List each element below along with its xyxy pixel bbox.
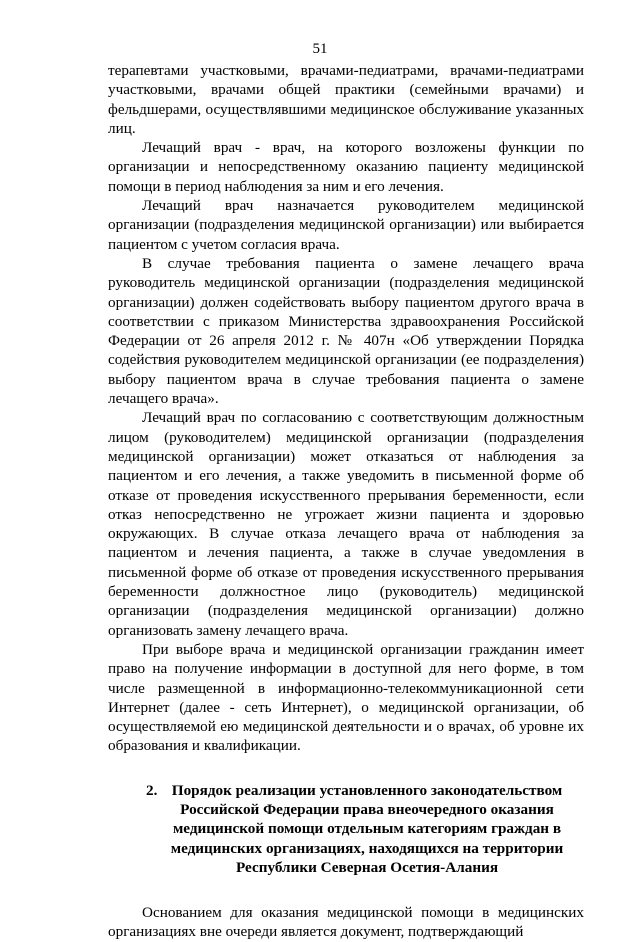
paragraph-physician-refusal: Лечащий врач по согласованию с соответствующим должностным лицом (руководителем) медицинской организации (подразделения медицинской организации) может отказаться от наблюдения за пациентом и его лечения, а также уведомить в письменной форме об отказе от проведения искусственного прерывания беременности, если отказ непосредственно не угрожает жизни пациента и здоровью окружающих. В случае отказа лечащего врача от наблюдения за пациентом и лечения пациента, а также в случае уведомления в письменной форме об отказе от проведения искусственного прерывания беременности должностное лицо (руководитель) медицинской организации (подразделения медицинской организации) должно организовать замену лечащего врача. [108,409,584,639]
paragraph-right-to-information: При выборе врача и медицинской организации гражданин имеет право на получение информации в доступной для него форме, в том числе размещенной в информационно-телекоммуникационной сети Интернет (далее - сеть Интернет), о медицинской организации, об осуществляемой ею медицинской деятельности и о врачах, об уровне их образования и квалификации. [108,640,584,755]
paragraph-attending-physician-definition: Лечащий врач - врач, на которого возложены функции по организации и непосредственному оказанию пациенту медицинской помощи в период наблюдения за ним и его лечения. [108,139,584,195]
paragraph-physician-appointment: Лечащий врач назначается руководителем медицинской организации (подразделения медицинской организации) или выбирается пациентом с учетом согласия врача. [108,197,584,253]
document-body [108,61,584,942]
paragraph-continuation: терапевтами участковыми, врачами-педиатрами, врачами-педиатрами участковыми, врачами общей практики (семейными врачами) и фельдшерами, осуществлявшими медицинское обслуживание указанных лиц. [108,62,584,137]
section-number: 2. [146,781,158,799]
paragraph-physician-replacement: В случае требования пациента о замене лечащего врача руководитель медицинской организации (подразделения медицинской организации) должен содействовать выбору пациентом другого врача в соответствии с приказом Министерства здравоохранения Российской Федерации от 26 апреля 2012 г. № 407н «Об утверждении Порядка содействия руководителем медицинской организации (ее подразделения) выбору пациентом врача в случае требования пациента о замене лечащего врача». [108,254,584,408]
page-number: 51 [312,41,328,57]
section-heading [108,781,584,877]
section-title: Порядок реализации установленного законодательством Российской Федерации права внеочередного оказания медицинской помощи отдельным категориям граждан в медицинских организациях, находящихся на территории Республики Северная Осетия-Алания [170,781,564,876]
paragraph-priority-care-basis: Основанием для оказания медицинской помощи в медицинских организациях вне очереди является документ, подтверждающий [108,904,584,941]
